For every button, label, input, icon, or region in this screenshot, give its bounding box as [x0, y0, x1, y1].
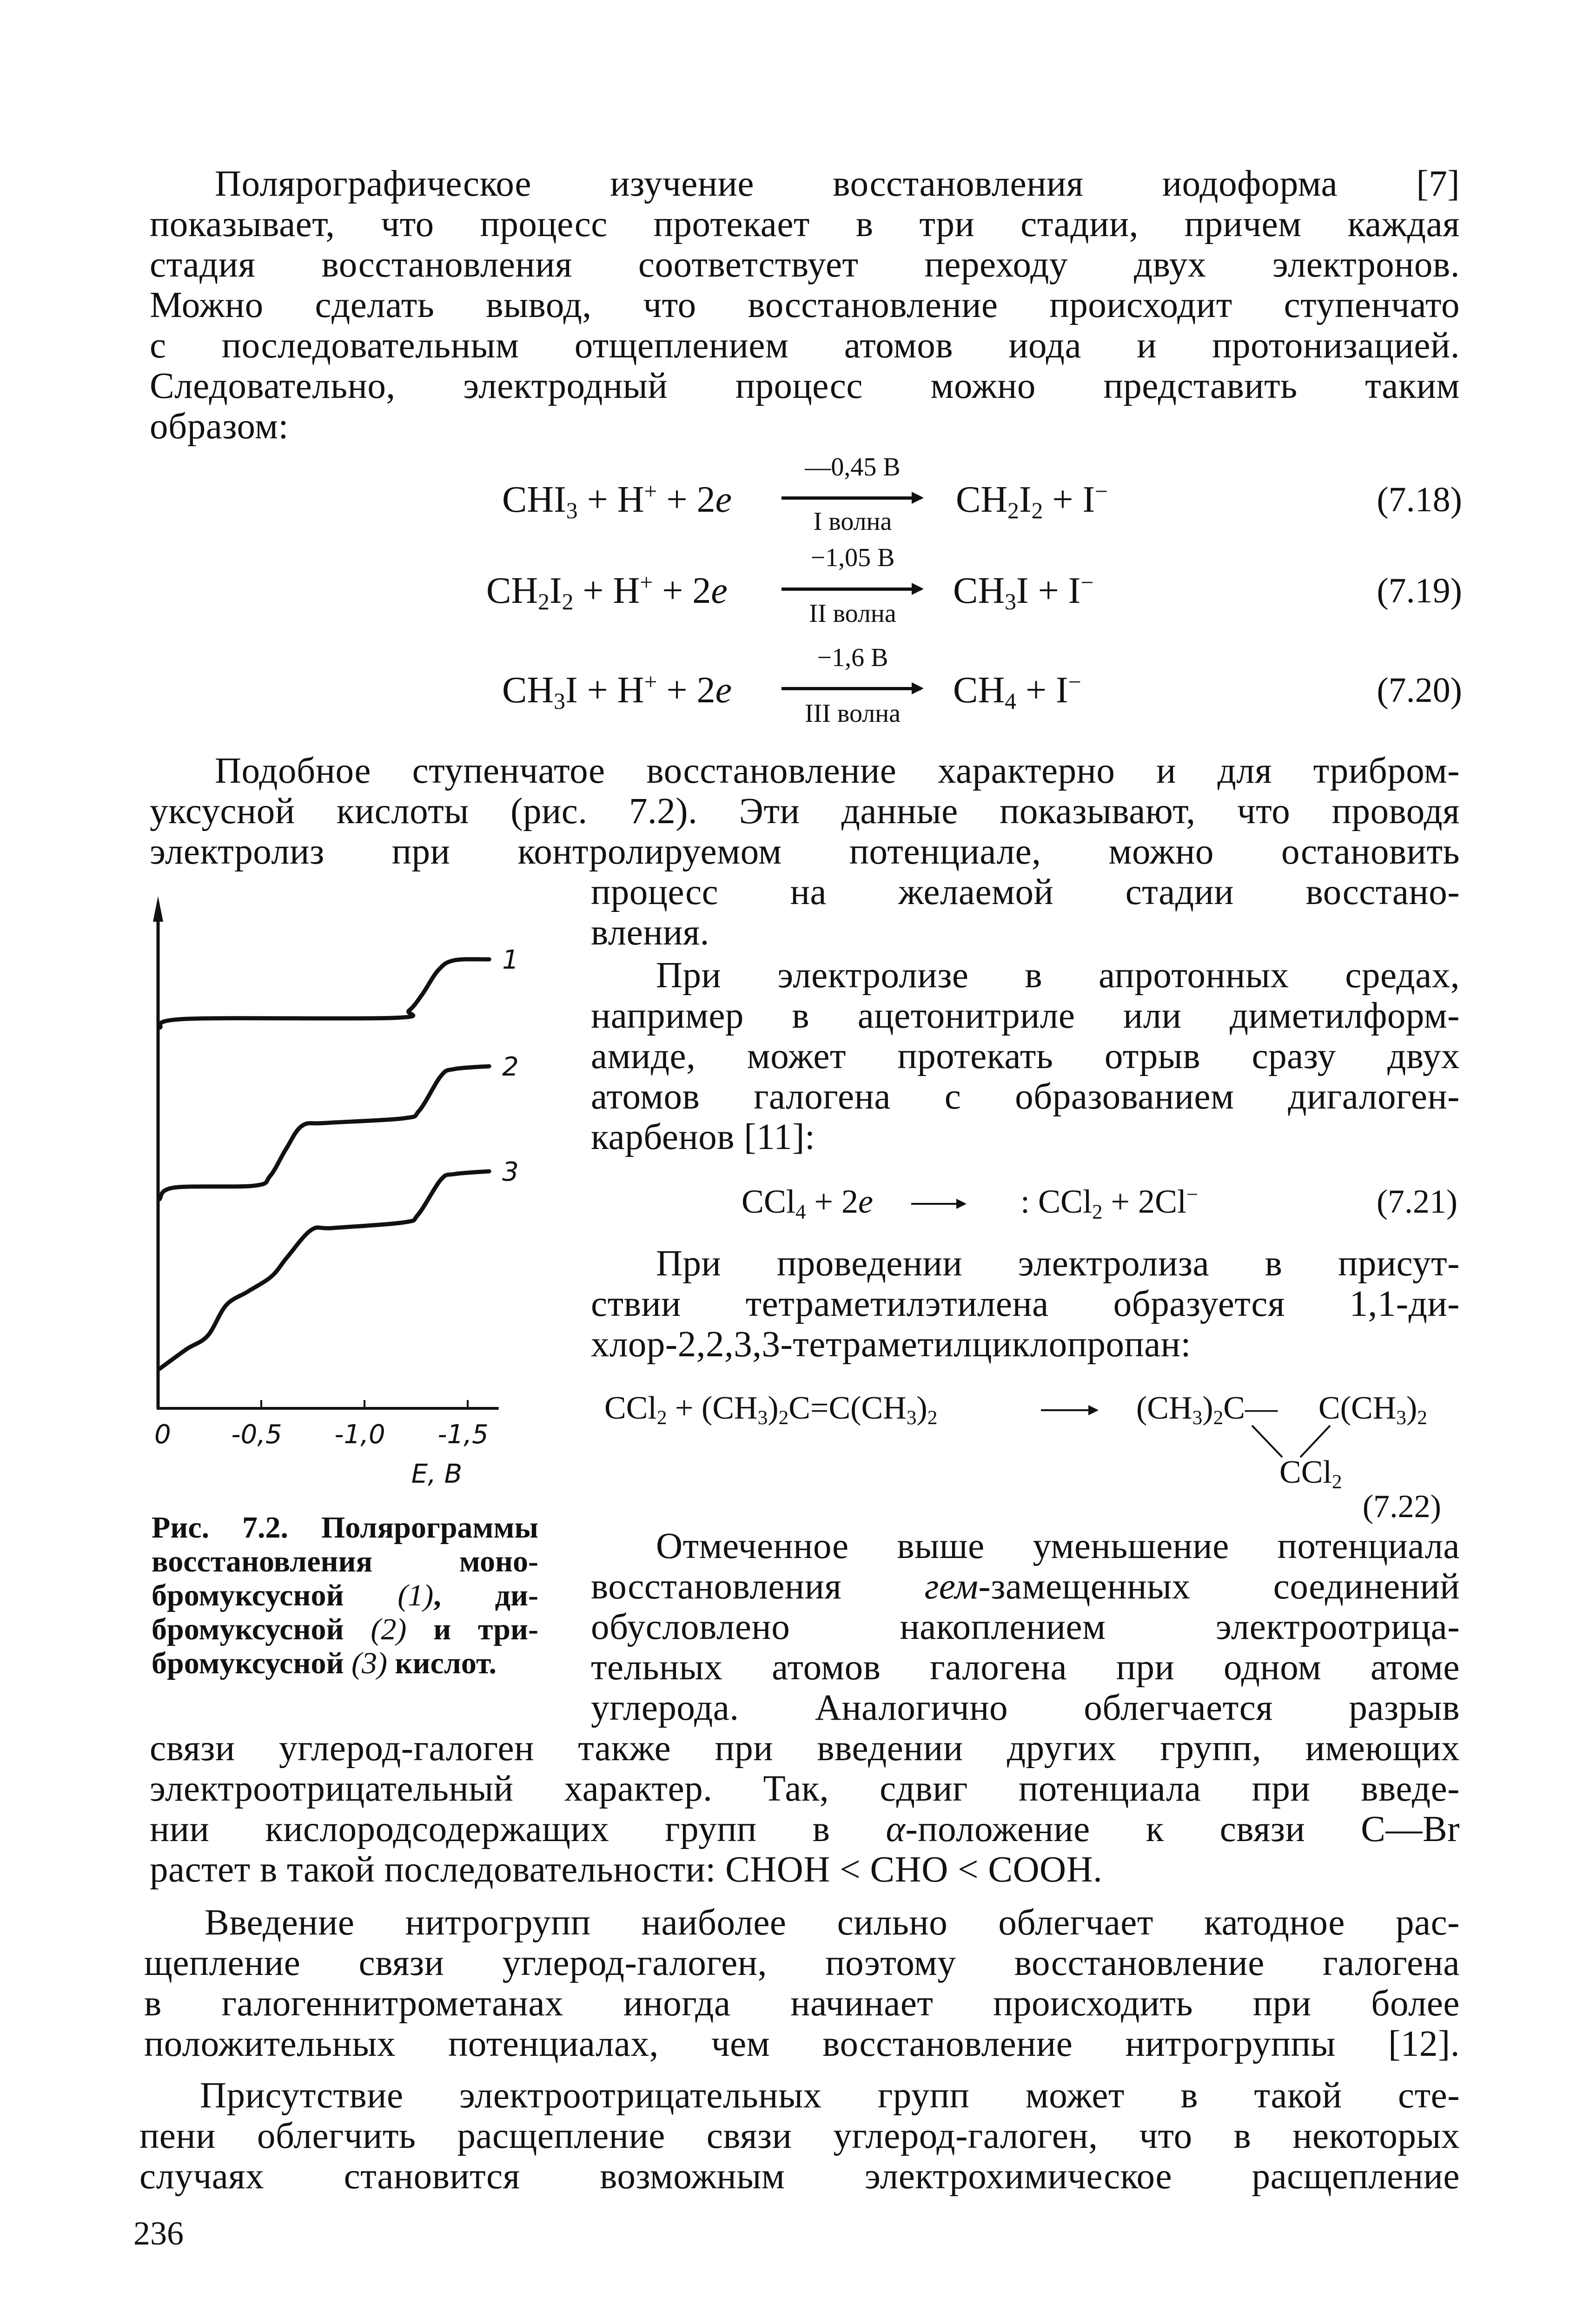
arrow-potential-label: −1,6 В — [817, 643, 888, 672]
reaction-arrow-icon — [782, 687, 921, 690]
caption-line: восстановления моно- — [152, 1545, 538, 1578]
text-line: положительных потенциалах, чем восстановление нитрогруппы [12]. — [144, 2024, 1460, 2064]
equation-lhs: CCl$_4$ + 2e — [742, 1183, 873, 1223]
equation-rhs: : CCl$_2$ + 2Cl− — [1020, 1182, 1199, 1223]
text-line: в галогеннитрометанах иногда начинает происходить при более — [144, 1983, 1460, 2024]
chart-series — [159, 959, 489, 1369]
series-label-3: 3 — [502, 1157, 519, 1187]
x-axis-label: E, В — [411, 1459, 463, 1489]
text-line: Подобное ступенчатое восстановление характерно и для трибром- — [215, 751, 1460, 791]
text-line: Введение нитрогрупп наиболее сильно облегчает катодное рас- — [205, 1902, 1460, 1943]
equation-number: (7.20) — [1377, 671, 1462, 710]
equation-number: (7.19) — [1377, 571, 1462, 610]
text-line: стадия восстановления соответствует переходу двух электронов. — [150, 244, 1460, 285]
text-line: уксусной кислоты (рис. 7.2). Эти данные показывают, что проводя — [150, 791, 1460, 832]
equation-rhs: $CH_2I_2 + I^-$ — [956, 478, 1108, 523]
reaction-arrow-icon — [782, 588, 921, 591]
equation-number: (7.18) — [1377, 480, 1462, 519]
text-line: растет в такой последовательности: CHOH < CHO < COOH. — [150, 1849, 1103, 1890]
equation-lhs: $CHI_3 + H^+ + 2e$ — [502, 478, 732, 523]
text-line: углерода. Аналогично облегчается разрыв — [591, 1688, 1460, 1728]
text-line: нии кислородсодержащих групп в α-положение к связи C—Br — [150, 1809, 1460, 1849]
polarogram-chart — [130, 883, 549, 1487]
arrow-wave-label: III волна — [804, 699, 901, 728]
text-line: Полярографическое изучение восстановления иодоформа [7] — [215, 164, 1460, 204]
equation-lhs: $CH_2I_2 + H^+ + 2e$ — [486, 569, 728, 614]
text-line: восстановления гем-замещенных соединений — [591, 1566, 1460, 1607]
text-line: процесс на желаемой стадии восстано- — [591, 872, 1460, 912]
x-tick-label: -1,0 — [334, 1419, 385, 1450]
text-line: Можно сделать вывод, что восстановление происходит ступенчато — [150, 285, 1460, 325]
x-tick-label: -1,5 — [437, 1419, 489, 1450]
text-line: показывает, что процесс протекает в три стадии, причем каждая — [150, 204, 1460, 244]
caption-line: бромуксусной (1), ди- — [152, 1578, 538, 1612]
text-line: пени облегчить расщепление связи углерод-галоген, что в некоторых — [139, 2116, 1460, 2156]
text-line: амиде, может протекать отрыв сразу двух — [591, 1036, 1460, 1076]
series-line-1 — [159, 959, 489, 1028]
text-line: хлор-2,2,3,3-тетраметилциклопропан: — [591, 1324, 1191, 1365]
equation-rhs: $CH_3I + I^-$ — [953, 569, 1094, 614]
text-line: При электролизе в апротонных средах, — [656, 955, 1460, 996]
text-line: электроотрицательный характер. Так, сдвиг потенциала при введе- — [150, 1769, 1460, 1809]
text-line: ствии тетраметилэтилена образуется 1,1-ди- — [591, 1284, 1460, 1324]
y-axis-arrow-icon — [153, 896, 163, 922]
text-line: с последовательным отщеплением атомов иода и протонизацией. — [150, 325, 1460, 366]
cyclopropane-bottom-carbon: CCl$_2$ — [1279, 1454, 1342, 1493]
equation-rhs: $CH_4 + I^-$ — [953, 669, 1081, 714]
series-label-1: 1 — [502, 945, 519, 975]
text-line: атомов галогена с образованием дигалоген- — [591, 1076, 1460, 1117]
arrow-wave-label: I волна — [813, 507, 892, 536]
reaction-arrow-icon — [911, 1203, 965, 1205]
page-number: 236 — [133, 2215, 184, 2252]
text-line: щепление связи углерод-галоген, поэтому восстановление галогена — [144, 1943, 1460, 1983]
text-line: обусловлено накоплением электроотрица- — [591, 1607, 1460, 1647]
text-line: тельных атомов галогена при одном атоме — [591, 1647, 1460, 1688]
text-line: электролиз при контролируемом потенциале, можно остановить — [150, 832, 1460, 872]
cyclopropane-right-carbon: $C(CH_3)_2$ — [1318, 1390, 1427, 1429]
x-tick-label: 0 — [154, 1419, 171, 1450]
reaction-arrow-icon — [782, 496, 921, 500]
text-line: связи углерод-галоген также при введении других групп, имеющих — [150, 1728, 1460, 1769]
reaction-arrow-icon — [1041, 1409, 1097, 1411]
text-line: Присутствие электроотрицательных групп может в такой сте- — [200, 2075, 1460, 2116]
equation-number: (7.22) — [1362, 1489, 1441, 1525]
ring-bond-left — [1252, 1426, 1282, 1457]
text-line: случаях становится возможным электрохимическое расщепление — [139, 2156, 1460, 2197]
equation-lhs: $CCl_2 + (CH_3)_2C=C(CH_3)_2$ — [604, 1390, 938, 1429]
caption-line: бромуксусной (2) и три- — [152, 1612, 538, 1646]
text-line: Отмеченное выше уменьшение потенциала — [656, 1526, 1460, 1566]
chart-axes — [153, 896, 499, 1408]
caption-line: Рис. 7.2. Полярограммы — [152, 1511, 538, 1545]
text-line: карбенов [11]: — [591, 1117, 815, 1157]
arrow-potential-label: —0,45 В — [805, 453, 901, 482]
arrow-wave-label: II волна — [809, 599, 896, 628]
equation-number: (7.21) — [1377, 1183, 1457, 1220]
series-line-3 — [159, 1171, 489, 1369]
caption-line: бромуксусной (3) кислот. — [152, 1646, 497, 1680]
arrow-potential-label: −1,05 В — [810, 543, 895, 572]
equation-lhs: $CH_3I + H^+ + 2e$ — [502, 669, 732, 714]
text-line: При проведении электролиза в присут- — [656, 1243, 1460, 1284]
text-line: образом: — [150, 406, 289, 447]
text-line: вления. — [591, 912, 709, 953]
x-tick-label: -0,5 — [231, 1419, 282, 1450]
cyclopropane-left-carbon: $(CH_3)_2C—$ — [1136, 1390, 1278, 1429]
series-label-2: 2 — [502, 1052, 519, 1082]
text-line: Следовательно, электродный процесс можно представить таким — [150, 366, 1460, 406]
text-line: например в ацетонитриле или диметилформ- — [591, 996, 1460, 1036]
